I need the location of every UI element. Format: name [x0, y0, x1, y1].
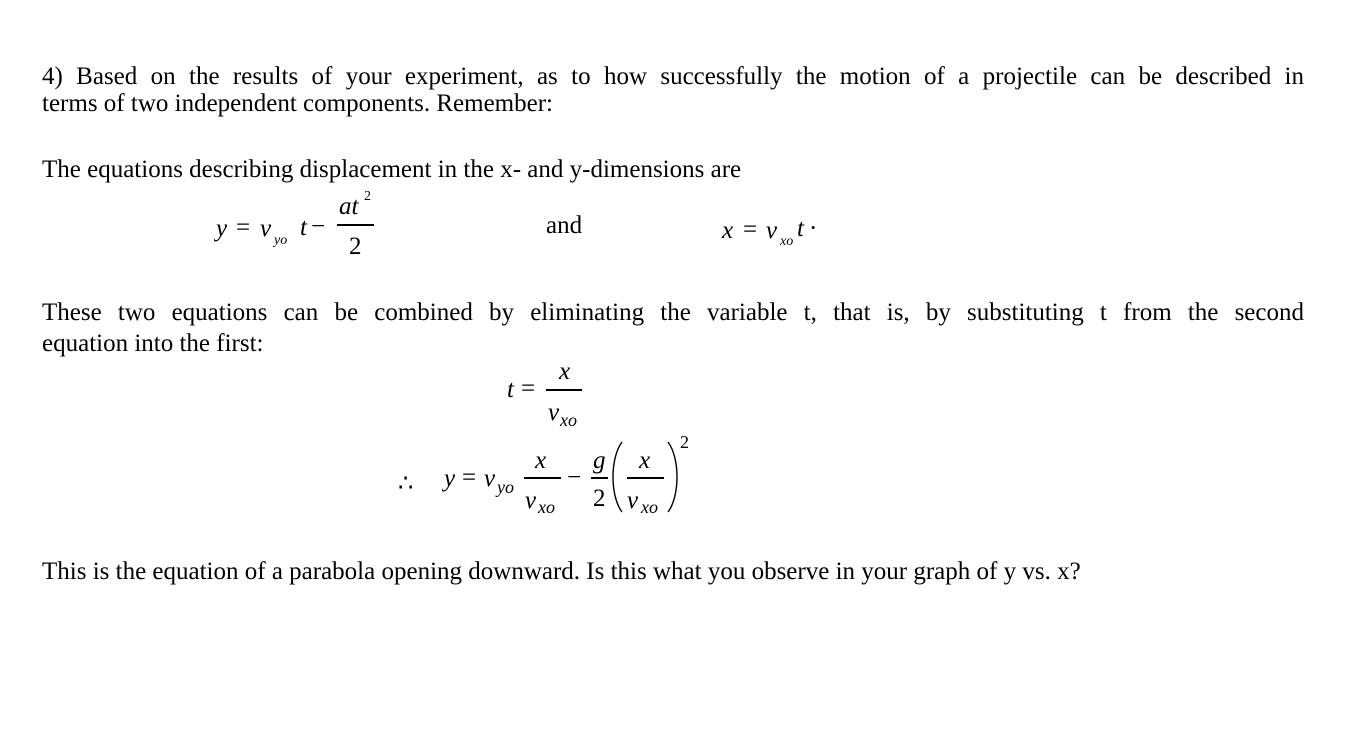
- frac3-denominator-v: v: [627, 487, 639, 514]
- question-paragraph: [42, 63, 1304, 117]
- eq-combined-equals: =: [462, 464, 477, 491]
- eq-combined-v-subscript: yo: [497, 477, 514, 497]
- eq-y-minus: −: [311, 213, 326, 240]
- eq-y-fraction-bar: [337, 224, 374, 226]
- eq-combined-v: v: [484, 465, 496, 492]
- eq-t-denominator-subscript: xo: [560, 410, 577, 430]
- frac1-denominator-subscript: xo: [538, 497, 555, 517]
- and-connector: and: [546, 212, 583, 239]
- eq-combined-minus: −: [567, 464, 582, 491]
- combine-line-1: These two equations can be combined by eliminating the variable t, that is, by substituting t from the second: [42, 299, 1304, 326]
- eq-x-lhs: x: [722, 217, 734, 244]
- frac2-numerator: g: [593, 447, 606, 474]
- eq-t-numerator: x: [559, 358, 571, 385]
- combine-line-2: equation into the first:: [42, 330, 264, 357]
- eq-y-numerator: at: [339, 193, 359, 220]
- eq-x-dot: ·: [809, 215, 818, 242]
- eq-t-fraction-bar: [546, 389, 582, 391]
- eq-y-denominator: 2: [349, 233, 362, 260]
- eq-t-equals: =: [521, 375, 536, 402]
- combine-paragraph: [42, 297, 1304, 359]
- left-paren-icon: [606, 440, 626, 514]
- question-line-1: 4) Based on the results of your experiment, as to how successfully the motion of a projectile can be described in: [42, 63, 1304, 90]
- question-line-2: terms of two independent components. Remember:: [42, 90, 553, 117]
- eq-combined-exponent: 2: [680, 432, 689, 452]
- eq-t-denominator-v: v: [548, 399, 560, 426]
- frac3-denominator-subscript: xo: [641, 497, 658, 517]
- eq-y-t: t: [300, 214, 307, 241]
- eq-y-v: v: [260, 215, 272, 242]
- eq-x-v: v: [766, 217, 778, 244]
- eq-y-numerator-exponent: 2: [364, 189, 371, 204]
- intro-line: The equations describing displacement in the x- and y-dimensions are: [42, 156, 742, 183]
- eq-t-lhs: t: [507, 376, 514, 403]
- eq-x-v-subscript: xo: [780, 234, 794, 249]
- therefore-symbol: ∴: [398, 471, 414, 497]
- frac3-numerator: x: [639, 447, 651, 474]
- eq-x-t: t: [797, 215, 804, 242]
- frac1-denominator-v: v: [525, 487, 537, 514]
- frac2-denominator: 2: [593, 485, 606, 512]
- conclusion-line: This is the equation of a parabola opening downward. Is this what you observe in your graph of y vs. x?: [42, 558, 1081, 585]
- frac1-numerator: x: [535, 447, 547, 474]
- eq-y-equals: =: [236, 214, 251, 241]
- eq-x-equals: =: [743, 216, 758, 243]
- frac1-bar: [524, 477, 561, 479]
- intro-text: [42, 156, 1304, 183]
- eq-combined-lhs: y: [444, 465, 456, 492]
- eq-y-v-subscript: yo: [274, 233, 288, 248]
- conclusion-text: [42, 558, 1304, 585]
- frac3-bar: [627, 477, 664, 479]
- eq-y-lhs: y: [216, 215, 228, 242]
